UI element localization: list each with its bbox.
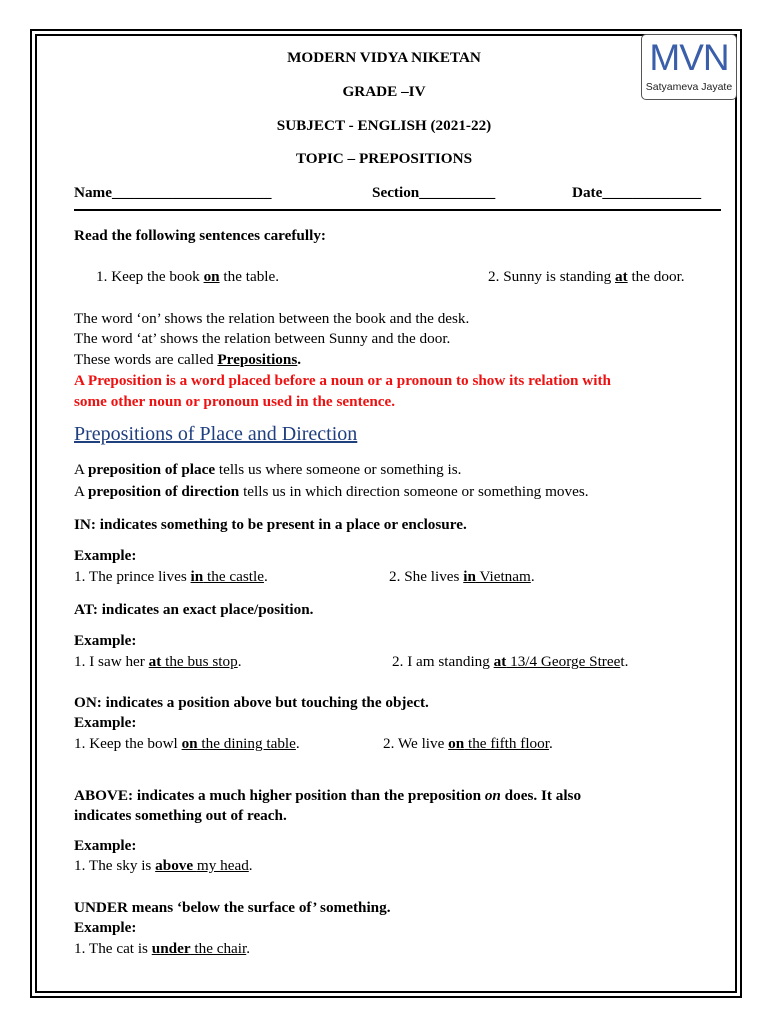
above-rule-line-1: ABOVE: indicates a much higher position than the preposition on does. It also bbox=[74, 787, 582, 804]
section-field[interactable]: Section__________ bbox=[372, 184, 496, 201]
sentence-1: 1. Keep the book on the table. bbox=[96, 268, 280, 285]
above-example-1: 1. The sky is above my head. bbox=[74, 857, 253, 874]
prepositions-term: Prepositions bbox=[217, 351, 298, 368]
above-rule-line-2: indicates something out of reach. bbox=[74, 807, 287, 824]
under-example-label: Example: bbox=[74, 919, 137, 936]
at-example-label: Example: bbox=[74, 632, 137, 649]
above-example-label: Example: bbox=[74, 837, 137, 854]
logo-tagline: Satyameva Jayate bbox=[645, 81, 733, 93]
instruction: Read the following sentences carefully: bbox=[74, 227, 326, 244]
explanation-line-1: The word ‘on’ shows the relation between the book and the desk. bbox=[74, 310, 470, 327]
at-example-2: 2. I am standing at 13/4 George Street. bbox=[392, 653, 629, 670]
logo-mark: MVN bbox=[649, 37, 729, 78]
under-example-1: 1. The cat is under the chair. bbox=[74, 940, 251, 957]
explanation-line-2: The word ‘at’ shows the relation between Sunny and the door. bbox=[74, 330, 451, 347]
on-example-2: 2. We live on the fifth floor. bbox=[383, 735, 553, 752]
subject-title: SUBJECT - ENGLISH (2021-22) bbox=[276, 117, 492, 134]
topic-title: TOPIC – PREPOSITIONS bbox=[295, 150, 473, 167]
name-field[interactable]: Name_____________________ bbox=[74, 184, 272, 201]
place-definition: A preposition of place tells us where someone or something is. bbox=[74, 461, 462, 478]
header-divider bbox=[74, 209, 721, 211]
in-example-2: 2. She lives in Vietnam. bbox=[389, 568, 535, 585]
preposition-at: at bbox=[615, 268, 628, 285]
preposition-on: on bbox=[203, 268, 220, 285]
under-rule: UNDER means ‘below the surface of’ something. bbox=[74, 899, 391, 916]
sentence-2: 2. Sunny is standing at the door. bbox=[488, 268, 685, 285]
in-example-1: 1. The prince lives in the castle. bbox=[74, 568, 268, 585]
page-border-inner bbox=[35, 34, 737, 993]
grade-title: GRADE –IV bbox=[342, 83, 426, 100]
at-example-1: 1. I saw her at the bus stop. bbox=[74, 653, 242, 670]
in-example-label: Example: bbox=[74, 547, 137, 564]
definition-line-2: some other noun or pronoun used in the sentence. bbox=[74, 393, 396, 410]
in-rule: IN: indicates something to be present in a place or enclosure. bbox=[74, 516, 467, 533]
definition-line-1: A Preposition is a word placed before a noun or a pronoun to show its relation with bbox=[74, 372, 611, 389]
direction-definition: A preposition of direction tells us in which direction someone or something moves. bbox=[74, 483, 589, 500]
on-example-1: 1. Keep the bowl on the dining table. bbox=[74, 735, 300, 752]
school-name: MODERN VIDYA NIKETAN bbox=[287, 49, 481, 66]
date-field[interactable]: Date_____________ bbox=[572, 184, 702, 201]
at-rule: AT: indicates an exact place/position. bbox=[74, 601, 314, 618]
section-heading: Prepositions of Place and Direction bbox=[74, 423, 358, 445]
on-example-label: Example: bbox=[74, 714, 137, 731]
explanation-line-3: These words are called Prepositions. bbox=[74, 351, 302, 368]
on-rule: ON: indicates a position above but touching the object. bbox=[74, 694, 429, 711]
